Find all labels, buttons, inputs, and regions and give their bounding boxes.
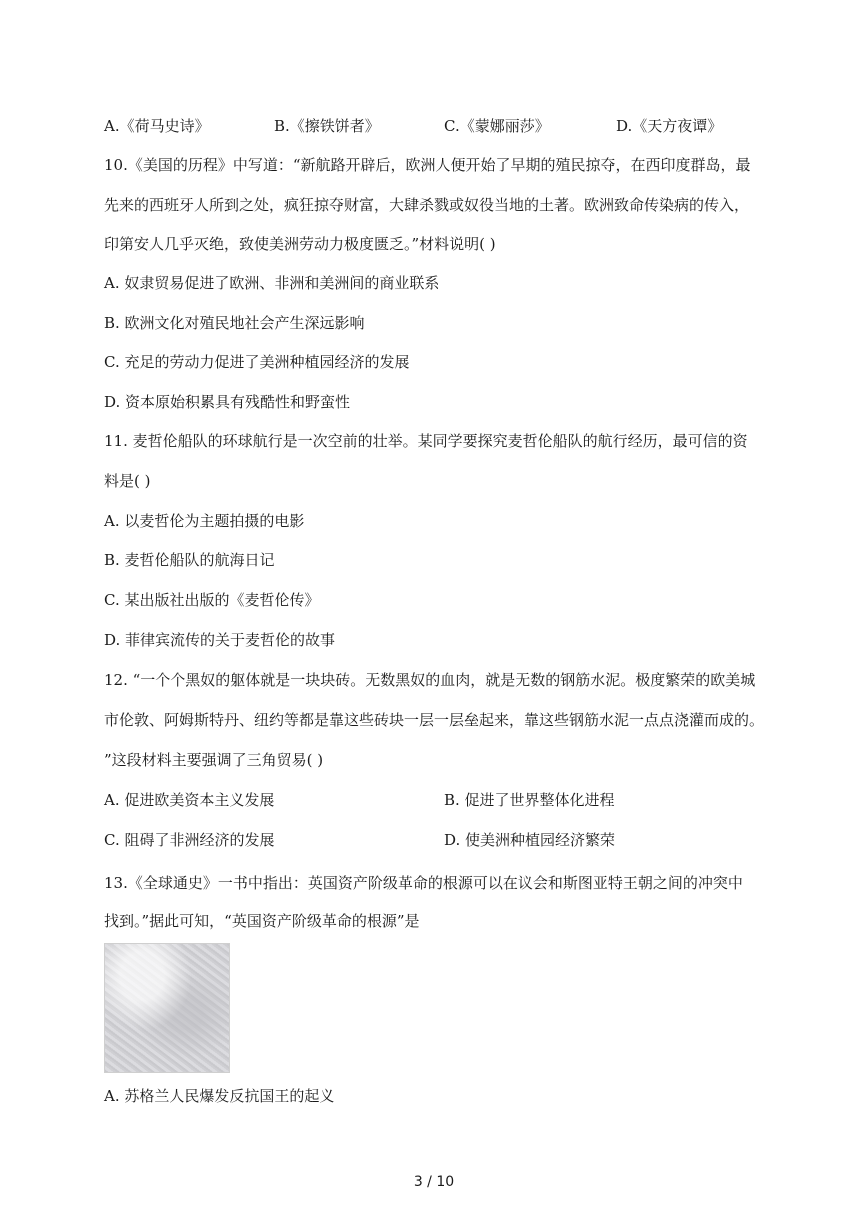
q12-options-row-1 (104, 790, 764, 810)
q9-option-a[interactable]: A.《荷马史诗》 (104, 117, 210, 135)
q10-option-a[interactable]: A. 奴隶贸易促进了欧洲、非洲和美洲间的商业联系 (104, 274, 440, 292)
q12-options-row-2 (104, 830, 764, 850)
q12-stem-line-2: 市伦敦、阿姆斯特丹、纽约等都是靠这些砖块一层一层垒起来，靠这些钢筋水泥一点点浇灌而成的。 (104, 711, 765, 729)
q11-option-c[interactable]: C. 某出版社出版的《麦哲伦传》 (104, 591, 320, 609)
q9-options-row (104, 116, 764, 136)
q11-stem-line-1: 11. 麦哲伦船队的环球航行是一次空前的壮举。某同学要探究麦哲伦船队的航行经历，最可信的资 (104, 432, 748, 450)
q11-option-b[interactable]: B. 麦哲伦船队的航海日记 (104, 551, 275, 569)
q13-stem-line-2: 找到。”据此可知，“英国资产阶级革命的根源”是 (104, 912, 420, 930)
q13-stem-line-1: 13.《全球通史》一书中指出：英国资产阶级革命的根源可以在议会和斯图亚特王朝之间的冲突中 (104, 874, 743, 892)
q10-stem-line-3: 印第安人几乎灭绝，致使美洲劳动力极度匮乏。”材料说明( ) (104, 235, 496, 253)
q10-stem-line-2: 先来的西班牙人所到之处，疯狂掠夺财富，大肆杀戮或奴役当地的土著。欧洲致命传染病的传入， (104, 196, 750, 214)
q12-option-b[interactable]: B. 促进了世界整体化进程 (444, 791, 615, 809)
q10-option-b[interactable]: B. 欧洲文化对殖民地社会产生深远影响 (104, 314, 365, 332)
q10-option-c[interactable]: C. 充足的劳动力促进了美洲种植园经济的发展 (104, 353, 410, 371)
q10-stem-line-1: 10.《美国的历程》中写道：“新航路开辟后，欧洲人便开始了早期的殖民掠夺，在西印度群岛，最 (104, 156, 751, 174)
q12-stem-line-1: 12. “一个个黑奴的躯体就是一块块砖。无数黑奴的血肉，就是无数的钢筋水泥。极度繁荣的欧美城 (104, 671, 756, 689)
q13-option-a-image (104, 943, 230, 1073)
q9-option-c[interactable]: C.《蒙娜丽莎》 (444, 117, 550, 135)
q12-option-c[interactable]: C. 阻碍了非洲经济的发展 (104, 831, 275, 849)
q11-stem-line-2: 料是( ) (104, 472, 151, 490)
q10-option-d[interactable]: D. 资本原始积累具有残酷性和野蛮性 (104, 393, 351, 411)
q9-option-d[interactable]: D.《天方夜谭》 (616, 117, 723, 135)
q9-option-b[interactable]: B.《擦铁饼者》 (274, 117, 380, 135)
page-number: 3 / 10 (413, 1174, 455, 1190)
q12-option-d[interactable]: D. 使美洲种植园经济繁荣 (444, 831, 616, 849)
q12-stem-line-3: ”这段材料主要强调了三角贸易( ) (104, 751, 324, 769)
q11-option-a[interactable]: A. 以麦哲伦为主题拍摄的电影 (104, 512, 305, 530)
q12-option-a[interactable]: A. 促进欧美资本主义发展 (104, 791, 275, 809)
q11-option-d[interactable]: D. 菲律宾流传的关于麦哲伦的故事 (104, 631, 336, 649)
q13-option-a[interactable]: A. 苏格兰人民爆发反抗国王的起义 (104, 1087, 335, 1105)
